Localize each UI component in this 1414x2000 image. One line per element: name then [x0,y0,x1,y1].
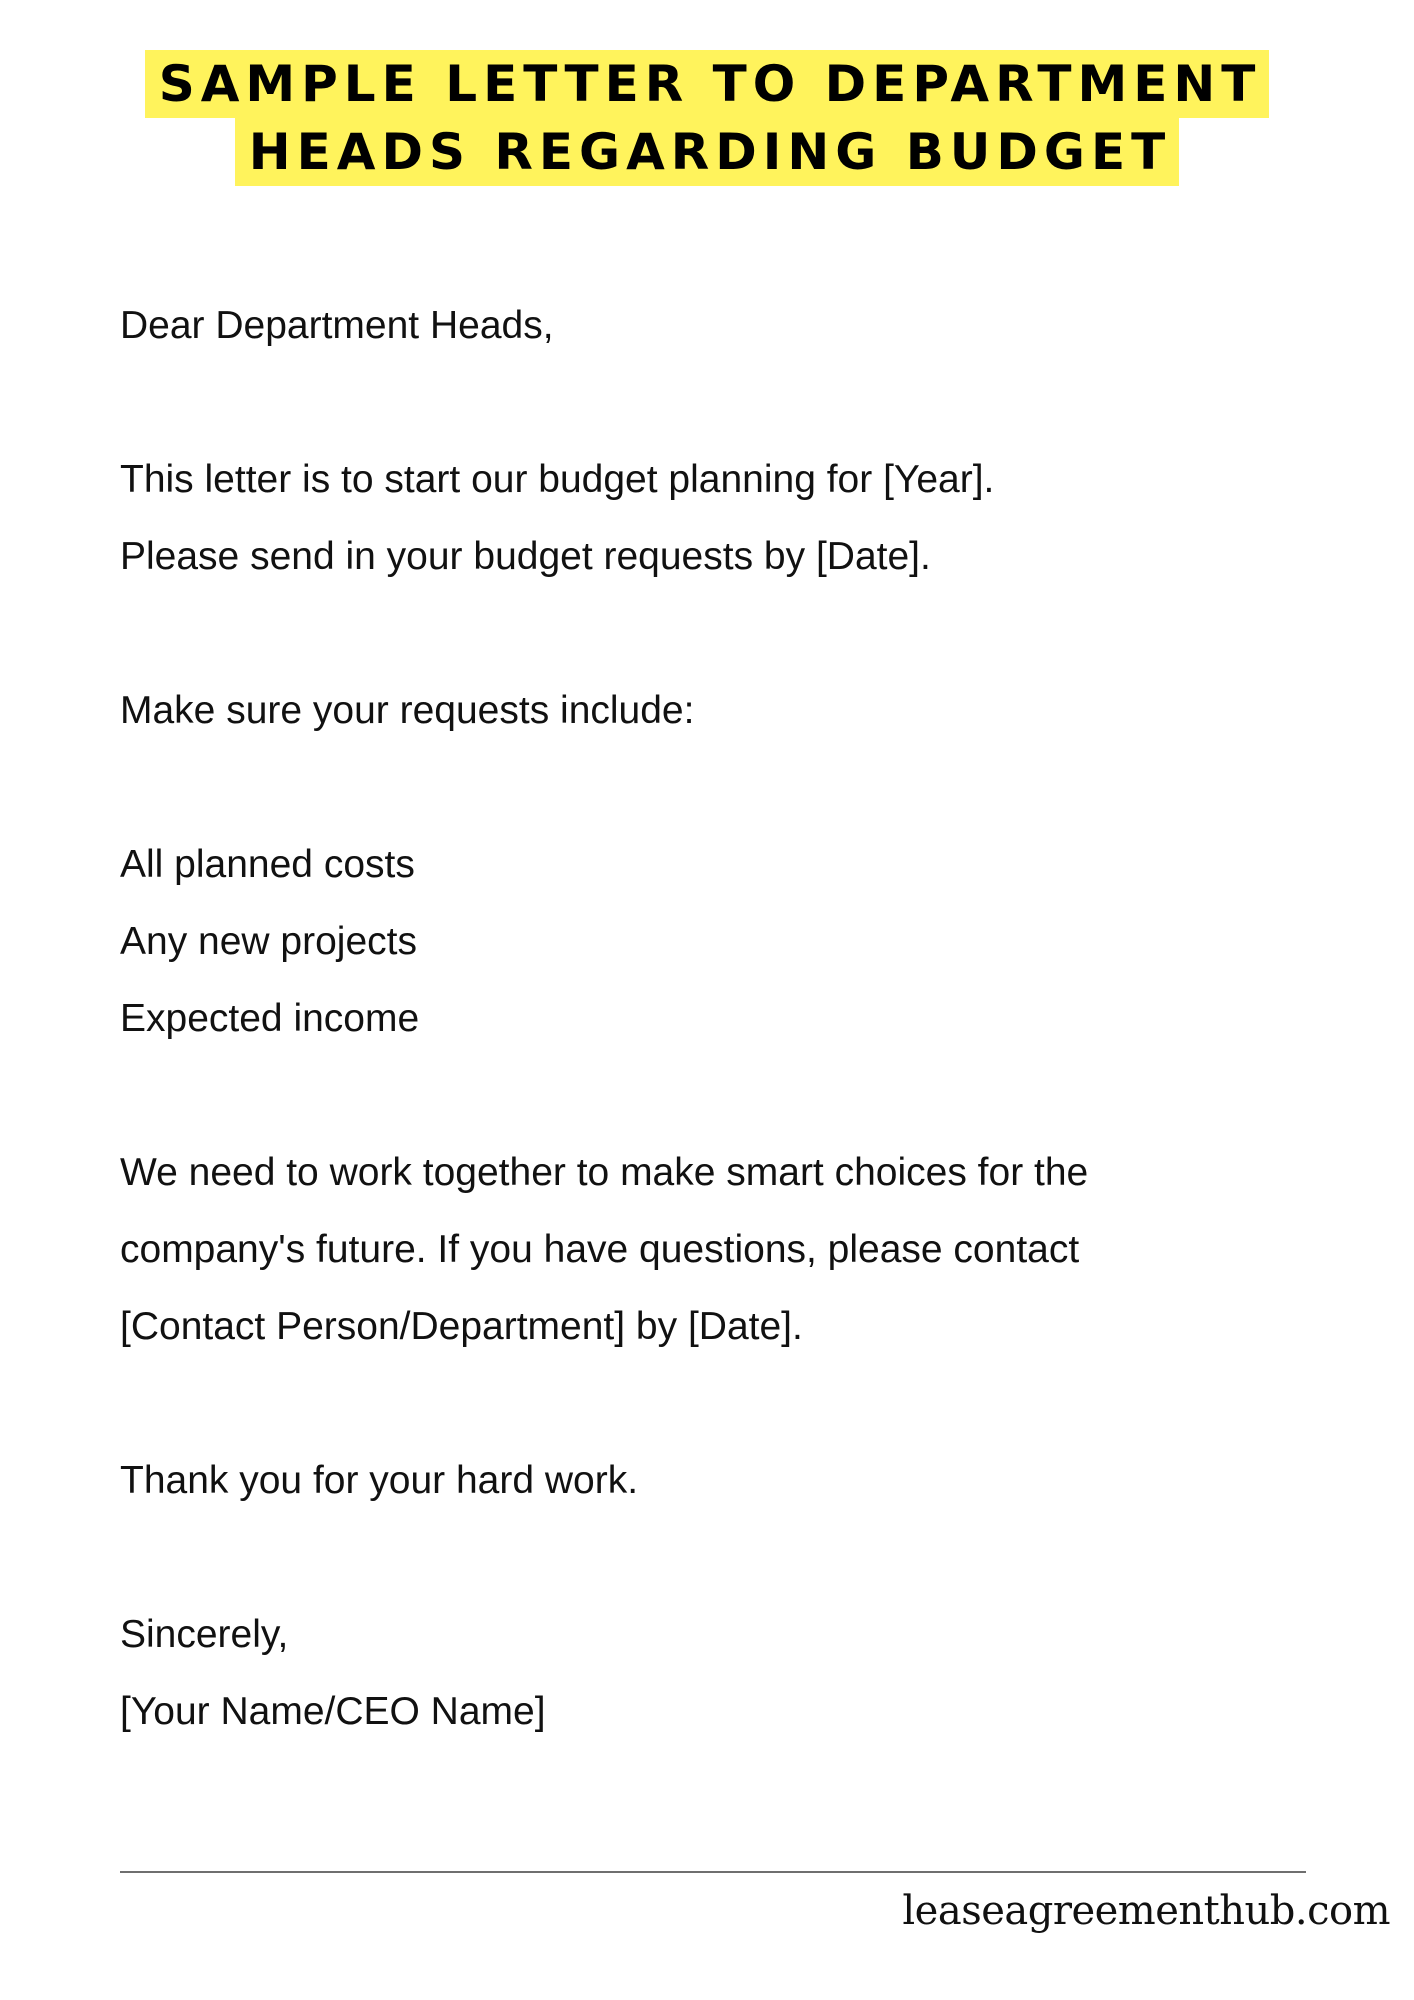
greeting: Dear Department Heads, [120,304,554,347]
list-item: Any new projects [120,920,417,963]
intro-line-1: This letter is to start our budget planning for [Year]. [120,458,995,501]
title-line-2: HEADS REGARDING BUDGET [235,118,1179,186]
closing-paragraph-line-1: We need to work together to make smart choices for the [120,1151,1089,1194]
document-title [0,50,1414,186]
signoff: Sincerely, [120,1613,289,1656]
closing-paragraph-line-3: [Contact Person/Department] by [Date]. [120,1305,803,1348]
thanks-line: Thank you for your hard work. [120,1459,639,1502]
signature: [Your Name/CEO Name] [120,1690,546,1733]
list-item: Expected income [120,997,420,1040]
include-heading: Make sure your requests include: [120,689,695,732]
closing-paragraph-line-2: company's future. If you have questions, please contact [120,1228,1080,1271]
list-item: All planned costs [120,843,415,886]
intro-line-2: Please send in your budget requests by [Date]. [120,535,931,578]
footer-website: leaseagreementhub.com [902,1888,1390,1934]
title-line-1: SAMPLE LETTER TO DEPARTMENT [145,50,1270,118]
footer-divider [120,1871,1306,1873]
